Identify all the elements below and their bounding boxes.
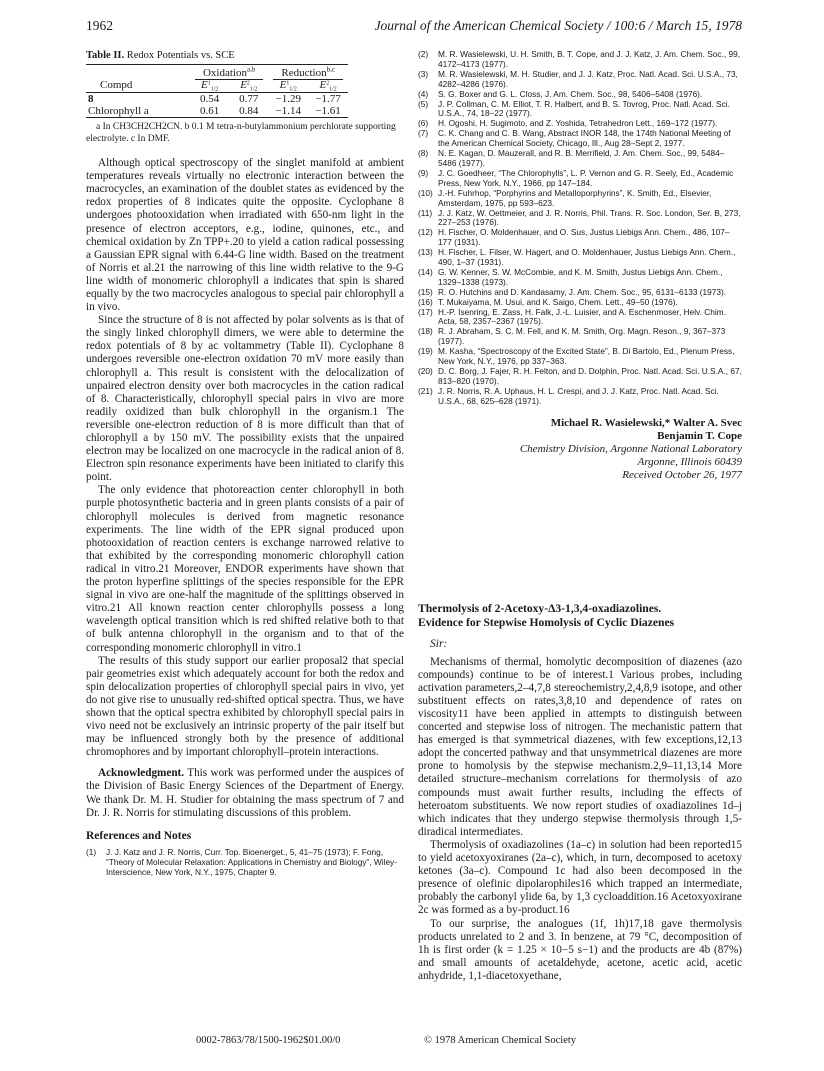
col-header-e2-red: $E^2_{1/2}$ — [308, 79, 348, 93]
left-column — [86, 50, 404, 877]
paragraph: To our surprise, the analogues (1f, 1h)17,18 gave thermolysis products unrelated to 2 and 3. In benzene, at 79 °C, decomposition of 1h is first order (k = 1.25 × 10−5 s−1) and the products are 4b (87%) and small amounts of acetaldehyde, acetone, acetic acid, acetic anhydride, 1,1-diacetoxyethane, — [418, 917, 742, 982]
references-heading: References and Notes — [86, 829, 192, 842]
page-number: 1962 — [86, 18, 113, 33]
footer-code: 0002-7863/78/1500-1962$01.00/0 — [196, 1035, 341, 1046]
reference-item: (21) J. R. Norris, R. A. Uphaus, H. L. Crespi, and J. J. Katz, Proc. Natl. Acad. Sci. U.S.A., 68, 625–628 (1971). — [418, 385, 719, 406]
body-text-left — [86, 157, 404, 820]
paragraph: The results of this study support our earlier proposal2 that special pair geometries exist which adequately account for both the redox and spin delocalization properties of chlorophyll special pairs in vivo, yet do not give rise to unusually red-shifted optical spectra. Thus, we have shown that the optical spectra exhibited by chlorophyll special pairs in vivo need not be exclusively an intrinsic property of the pair itself but may be influenced strongly both by the presence of additional chromophores and by important chlorophyll–protein interactions. — [86, 654, 404, 759]
reference-item: (7) C. K. Chang and C. B. Wang, Abstract INOR 148, the 174th National Meeting of the American Chemical Society, Chicago, Ill., Aug 28–Sept 2, 1977. — [418, 128, 731, 149]
paragraph: Since the structure of 8 is not affected by polar solvents as is that of the singly linked chlorophyll dimers, we were able to determine the redox potentials of 8 by ac voltammetry (Table II). Cyclophane 8 undergoes reversible one-electron oxidation 70 mV more easily than chlorophyll a. This result is consistent with the delocalization of unpaired electron density over both macrocycles in the cation radical of 8. Characteristically, chlorophyll special pairs in vivo are more readily oxidized than bulk chlorophyll in the organism.1 The reversible one-electron reduction of 8 is more difficult than that of chlorophyll a by 150 mV. The possibility exists that the unpaired electron may be localized on one macrocycle in the radical anion of 8. Electron spin resonance experiments have been initiated to clarify this point. — [86, 314, 404, 484]
reference-item: (14) G. W. Kenner, S. W. McCombie, and K. M. Smith, Justus Liebigs Ann. Chem., 1329–1338 (1973). — [418, 266, 723, 287]
redox-table — [86, 64, 348, 118]
paragraph: Thermolysis of oxadiazolines (1a–c) in solution had been reported15 to yield acetoxyoxiranes (2a–c), which, in turn, decomposed to acetoxy ketones (3a–c). Compound 1c had also been decomposed in the presence of olefinic dipolarophiles16 which trapped an intermediate, probably the carbonyl ylide 6a, by 1,3 cycloaddition.16 Acetoxyoxirane 2c was formed as a by-product.16 — [418, 838, 742, 917]
reference-item: (18) R. J. Abraham, S. C. M. Fell, and K. M. Smith, Org. Magn. Reson., 9, 367–373 (1977). — [418, 326, 726, 347]
reference-item: (19) M. Kasha, “Spectroscopy of the Excited State”, B. Di Bartolo, Ed., Plenum Press, New York, N.Y., 1976, pp 337–363. — [418, 346, 735, 367]
salutation: Sir: — [430, 637, 448, 650]
acknowledgment: Acknowledgment. This work was performed under the auspices of the Division of Basic Energy Sciences of the Department of Energy. We thank Dr. M. H. Studier for obtaining the mass spectrum of 7 and Dr. J. R. Norris for stimulating discussions of this problem. — [86, 767, 404, 819]
paragraph: The only evidence that photoreaction center chlorophyll in both purple photosynthetic bacteria and in green plants consists of a pair of chlorophyll molecules is derived from magnetic resonance experiments. The line width of the EPR signal produced upon photooxidation of reaction centers is exchange narrowed relative to that exhibited by the corresponding monomeric chlorophyll cation radical in vitro.21 Moreover, ENDOR experiments have shown that the proton hyperfine splittings of the species responsible for the EPR signal in vivo are one-half the magnitude of the splittings observed in vitro.21 All known reaction center chlorophylls possess a long wavelength optical transition which is red shifted relative both to that of bulk antenna chlorophyll in the organism and to that of the corresponding monomeric chlorophyll in vitro.1 — [86, 484, 404, 654]
reference-item: (10) J.-H. Fuhrhop, “Porphyrins and Metalloporphyrins”, K. Smith, Ed., Elsevier, Amsterdam, 1975, pp 593–623. — [418, 187, 712, 208]
affiliation: Chemistry Division, Argonne National Laboratory — [519, 442, 742, 455]
reference-item: (11) J. J. Katz, W. Oettmeier, and J. R. Norris, Phil. Trans. R. Soc. London, Ser. B, 273, 227–253 (1976). — [418, 207, 741, 228]
reference-item: (20) D. C. Borg, J. Fajer, R. H. Felton, and D. Dolphin, Proc. Natl. Acad. Sci. U.S.A., 67, 813–820 (1970). — [418, 366, 742, 386]
table-row: 8 0.54 0.77 −1.29 −1.77 — [88, 93, 341, 106]
references-list-left — [86, 848, 404, 878]
table-footnote: a In CH3CH2CH2CN. b 0.1 M tetra-n-butylammonium perchlorate supporting electrolyte. c In DMF. — [86, 122, 396, 144]
reference-item: (1) J. J. Katz and J. R. Norris, Curr. Top. Bioenerget., 5, 41–75 (1973); F. Fong, “Theory of Molecular Relaxation: Applications in Chemistry and Biology”, Wiley-Interscience, New York, N.Y., 1975, Chapter 9. — [86, 846, 397, 877]
reference-item: (13) H. Fischer, L. Filser, W. Hagert, and O. Moldenhauer, Justus Liebigs Ann. Chem., 490, 1–37 (1931). — [418, 247, 736, 268]
paragraph: Although optical spectroscopy of the singlet manifold at ambient temperatures reveals virtually no electronic interaction between the macrocycles, an examination of the doublet states as evidenced by the redox properties of 8 indicates quite the opposite. Cyclophane 8 undergoes photooxidation when irradiated with 650-nm light in the presence of electron acceptors, e.g., iodine, quinones, etc., and chemical oxidation by Zn TPP+.20 to yield a cation radical possessing a Gaussian EPR signal with 6.44-G line width. Based on the treatment of Norris et al.21 the narrowing of this line width relative to the 9-G line width of monomeric chlorophyll a indicates that spin is shared equally by the two macrocycles analogous to special pair chlorophyll a in vivo. — [86, 157, 404, 314]
reference-item: (4) S. G. Boxer and G. L. Closs, J. Am. Chem. Soc., 98, 5406–5408 (1976). — [418, 88, 703, 99]
reference-item: (3) M. R. Wasielewski, M. H. Studier, and J. J. Katz, Proc. Natl. Acad. Sci. U.S.A., 73, 4282–4286 (1976). — [418, 68, 738, 89]
running-header — [86, 18, 742, 38]
communication-title: Thermolysis of 2-Acetoxy-Δ3-1,3,4-oxadiazolines. Evidence for Stepwise Homolysis of Cyclic Diazenes — [418, 601, 675, 629]
affiliation-location: Argonne, Illinois 60439 — [637, 455, 742, 468]
author-names: Michael R. Wasielewski,* Walter A. Svec — [550, 416, 742, 429]
reference-item: (2) M. R. Wasielewski, U. H. Smith, B. T. Cope, and J. J. Katz, J. Am. Chem. Soc., 99, 4172–4173 (1977). — [418, 49, 741, 69]
col-header-e2-ox: $E^2_{1/2}$ — [229, 79, 268, 93]
table-caption: Table II. Redox Potentials vs. SCE — [86, 50, 235, 61]
paragraph: Mechanisms of thermal, homolytic decomposition of diazenes (azo compounds) continue to be of interest.1 Various probes, including activation parameters,2–4,7,8 stereochemistry,2,4,8,9 isotope, and other substituent effects on rates,3,8,10 and dependence of rates on viscosity11 have been applied in attempts to distinguish between concerted and stepwise loss of nitrogen. The mechanistic pattern that has emerged is that symmetrical diazenes, with few exceptions,12,13 adopt the concerted pathway and that unsymmetrical diazenes are more prone to homolysis by the stepwise mechanism.2,9–11,13,14 More detailed structure–mechanism correlations for thermolysis of azo compounds must await further results, including the effects of heteroatom substituents. We now report studies of oxadiazolines 1d–j which indicates that they undergo stepwise thermolysis through 1,5-diradical intermediates. — [418, 655, 742, 838]
oxidation-header: Oxidation$^{a,b}$ — [190, 65, 268, 79]
reference-item: (5) J. P. Collman, C. M. Elliot, T. R. Halbert, and B. S. Tovrog, Proc. Natl. Acad. Sci. U.S.A., 74, 18–22 (1977). — [418, 98, 730, 119]
right-column — [418, 50, 742, 983]
received-date: Received October 26, 1977 — [622, 468, 742, 481]
references-list-right — [418, 50, 742, 407]
footer-copyright: © 1978 American Chemical Society — [424, 1035, 577, 1046]
journal-citation: Journal of the American Chemical Society / 100:6 / March 15, 1978 — [374, 18, 742, 33]
author-block — [418, 417, 742, 482]
reference-item: (15) R. O. Hutchins and D. Kandasamy, J. Am. Chem. Soc., 95, 6131–6133 (1973). — [418, 286, 727, 297]
reference-item: (17) H.-P. Isenring, E. Zass, H. Falk, J.-L. Luisier, and A. Eschenmoser, Helv. Chim. Acta, 58, 2357–2367 (1975). — [418, 306, 726, 327]
reference-item: (16) T. Mukaiyama, M. Usui, and K. Saigo, Chem. Lett., 49–50 (1976). — [418, 296, 678, 307]
reference-item: (12) H. Fischer, O. Moldenhauer, and O. Sus, Justus Liebigs Ann. Chem., 486, 107–177 (1931). — [418, 227, 730, 248]
col-header-e1-red: $E^1_{1/2}$ — [268, 79, 308, 93]
reference-item: (8) N. E. Kagan, D. Mauzerall, and R. B. Merrifield, J. Am. Chem. Soc., 99, 5484–5486 (1977). — [418, 148, 725, 168]
reference-item: (6) H. Ogoshi, H. Sugimoto, and Z. Yoshida, Tetrahedron Lett., 169–172 (1977). — [418, 118, 718, 129]
col-header-e1-ox: $E^1_{1/2}$ — [190, 79, 229, 93]
reduction-header: Reduction$^{b,c}$ — [268, 65, 348, 79]
author-names-2: Benjamin T. Cope — [657, 429, 742, 442]
body-text-right — [418, 656, 742, 983]
compd-column-header: Compd — [86, 79, 190, 93]
reference-item: (9) J. C. Goedheer, “The Chlorophylls”, L. P. Vernon and G. R. Seely, Ed., Academic Press, New York, N.Y., 1966, pp 147–184. — [418, 167, 734, 188]
table-row: Chlorophyll a 0.61 0.84 −1.14 −1.61 — [86, 105, 348, 118]
